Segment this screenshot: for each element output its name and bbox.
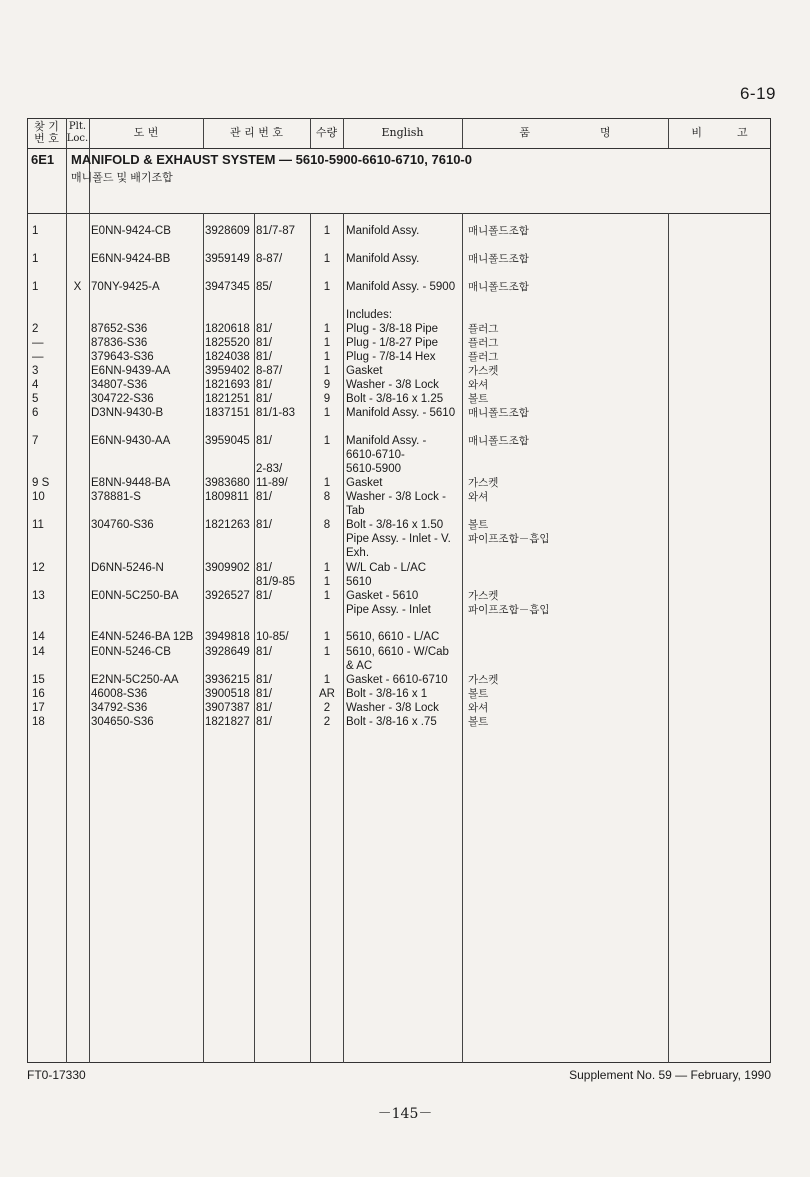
cell-loc	[66, 462, 89, 476]
cell-eng: Washer - 3/8 Lock	[346, 379, 439, 391]
cell-eng: Manifold Assy.	[346, 225, 420, 237]
cell-ref	[32, 532, 66, 546]
cell-loc	[66, 630, 89, 644]
cell-kor: 매니폴드조합	[468, 407, 529, 419]
cell-mgmt	[205, 532, 255, 546]
cell-kor: 매니폴드조합	[468, 281, 529, 293]
header-remarks: 비 고	[691, 126, 748, 139]
header-qty: 수량	[315, 126, 338, 139]
cell-ref: 17	[32, 702, 45, 714]
col-rule	[668, 213, 669, 1063]
cell-loc	[66, 561, 89, 575]
cell-eng: 5610	[346, 576, 372, 588]
cell-part: D6NN-5246-N	[91, 562, 164, 574]
cell-part: E6NN-9424-BB	[91, 253, 171, 265]
cell-ref: 11	[32, 519, 44, 531]
cell-kor	[468, 504, 578, 518]
cell-loc	[66, 504, 89, 518]
cell-eng: Gasket	[346, 365, 383, 377]
cell-date: 81/	[256, 702, 272, 714]
cell-mgmt	[205, 504, 255, 518]
cell-date: 81/	[256, 351, 272, 363]
cell-eng: Pipe Assy. - Inlet - V.	[346, 533, 451, 545]
cell-kor: 파이프조합－흡입	[468, 604, 550, 616]
cell-part	[91, 659, 203, 673]
cell-qty	[311, 546, 343, 560]
cell-kor	[468, 575, 578, 589]
cell-loc	[66, 575, 89, 589]
cell-kor: 플러그	[468, 337, 499, 349]
cell-qty: 1	[323, 365, 331, 377]
cell-qty: 1	[323, 590, 331, 602]
cell-date: 2-83/	[256, 463, 283, 475]
cell-mgmt: 1821251	[205, 393, 250, 405]
cell-mgmt	[205, 462, 255, 476]
header-part-number: 도 번	[133, 126, 159, 139]
cell-mgmt: 3959149	[205, 253, 250, 265]
cell-loc	[66, 715, 89, 729]
cell-date: 81/	[256, 379, 272, 391]
cell-part: 304760-S36	[91, 519, 154, 531]
cell-loc	[66, 518, 89, 532]
cell-date: 81/	[256, 590, 272, 602]
cell-mgmt: 1820618	[205, 323, 250, 335]
cell-loc	[66, 603, 89, 617]
cell-ref: 6	[32, 407, 39, 419]
cell-qty: 1	[323, 351, 331, 363]
cell-kor	[468, 561, 578, 575]
cell-loc	[66, 336, 89, 350]
cell-mgmt: 1809811	[205, 491, 249, 503]
cell-qty: 1	[323, 323, 331, 335]
cell-qty: 1	[323, 225, 331, 237]
cell-date	[256, 603, 310, 617]
cell-loc: X	[73, 281, 82, 293]
col-rule	[89, 118, 90, 1063]
cell-eng: Manifold Assy. - 5610	[346, 407, 456, 419]
cell-mgmt: 1821263	[205, 519, 250, 531]
cell-qty	[311, 659, 343, 673]
cell-kor	[468, 462, 578, 476]
cell-eng: Manifold Assy. - 5900	[346, 281, 456, 293]
cell-part	[91, 308, 203, 322]
cell-part: E4NN-5246-BA 12B	[91, 631, 194, 643]
cell-loc	[66, 687, 89, 701]
cell-kor: 가스켓	[468, 477, 499, 489]
cell-ref: 5	[32, 393, 39, 405]
cell-qty: 1	[323, 253, 331, 265]
cell-kor: 매니폴드조합	[468, 253, 529, 265]
cell-date: 81/9-85	[256, 576, 296, 588]
cell-kor: 와셔	[468, 379, 489, 391]
cell-mgmt: 3909902	[205, 562, 250, 574]
cell-kor: 와셔	[468, 491, 489, 503]
cell-part: 378881-S	[91, 491, 141, 503]
cell-loc	[66, 364, 89, 378]
cell-loc	[66, 701, 89, 715]
cell-ref: 2	[32, 323, 39, 335]
cell-loc	[66, 252, 89, 266]
cell-date: 81/	[256, 716, 272, 728]
cell-mgmt: 3947345	[205, 281, 250, 293]
cell-qty: 1	[323, 646, 331, 658]
cell-qty: 1	[323, 631, 331, 643]
cell-date: 8-87/	[256, 365, 283, 377]
header-korean: 품 명	[519, 126, 611, 139]
cell-eng: Bolt - 3/8-16 x 1.50	[346, 519, 444, 531]
cell-part: E2NN-5C250-AA	[91, 674, 179, 686]
cell-loc	[66, 224, 89, 238]
cell-qty	[311, 308, 343, 322]
cell-eng: Washer - 3/8 Lock -	[346, 491, 446, 503]
cell-loc	[66, 406, 89, 420]
cell-kor: 볼트	[468, 519, 489, 531]
cell-kor	[468, 645, 578, 659]
col-rule	[462, 213, 463, 1063]
cell-eng: Plug - 7/8-14 Hex	[346, 351, 436, 363]
cell-part	[91, 532, 203, 546]
cell-date: 81/7-87	[256, 225, 296, 237]
cell-eng: Tab	[346, 505, 365, 517]
cell-date: 81/	[256, 323, 272, 335]
section-title	[31, 152, 472, 167]
cell-kor	[468, 308, 578, 322]
cell-kor: 플러그	[468, 351, 499, 363]
cell-part	[91, 575, 203, 589]
cell-eng: 6610-6710-	[346, 449, 405, 461]
header-mgmt-number: 관 리 번 호	[230, 126, 283, 139]
cell-eng: Gasket	[346, 477, 383, 489]
bottom-page-number: －145－	[377, 1106, 433, 1122]
cell-part	[91, 546, 203, 560]
cell-mgmt: 1825520	[205, 337, 250, 349]
cell-eng: Plug - 1/8-27 Pipe	[346, 337, 439, 349]
cell-eng: 5610, 6610 - W/Cab	[346, 646, 449, 658]
cell-qty: 1	[323, 435, 331, 447]
cell-eng: Bolt - 3/8-16 x 1	[346, 688, 428, 700]
cell-date: 11-89/	[256, 477, 288, 489]
cell-ref	[32, 659, 66, 673]
cell-mgmt: 1821693	[205, 379, 250, 391]
cell-loc	[66, 490, 89, 504]
cell-eng: Exh.	[346, 547, 370, 559]
cell-kor: 볼트	[468, 688, 489, 700]
cell-loc	[66, 645, 89, 659]
cell-ref: 13	[32, 590, 45, 602]
cell-part	[91, 462, 203, 476]
cell-part: E0NN-9424-CB	[91, 225, 171, 237]
cell-date: 81/1-83	[256, 407, 296, 419]
cell-eng: & AC	[346, 660, 373, 672]
cell-date: 81/	[256, 688, 272, 700]
cell-part: 304722-S36	[91, 393, 154, 405]
cell-date: 81/	[256, 519, 272, 531]
cell-mgmt	[205, 308, 255, 322]
cell-qty: 1	[323, 562, 331, 574]
cell-mgmt: 1821827	[205, 716, 250, 728]
cell-ref: 7	[32, 435, 39, 447]
cell-part	[91, 448, 203, 462]
cell-mgmt: 1824038	[205, 351, 250, 363]
cell-eng: Manifold Assy. -	[346, 435, 427, 447]
cell-mgmt	[205, 659, 255, 673]
cell-part	[91, 603, 203, 617]
header-loc: Plt. Loc.	[66, 121, 89, 144]
cell-date: 85/	[256, 281, 272, 293]
cell-loc	[66, 322, 89, 336]
cell-eng: 5610, 6610 - L/AC	[346, 631, 440, 643]
cell-ref: 18	[32, 716, 45, 728]
form-number: FT0-17330	[27, 1068, 86, 1082]
page-number: 6-19	[739, 84, 776, 103]
cell-kor: 가스켓	[468, 674, 499, 686]
cell-ref: 14	[32, 631, 45, 643]
cell-qty: 1	[323, 477, 331, 489]
cell-part: E0NN-5C250-BA	[91, 590, 179, 602]
cell-part: 87652-S36	[91, 323, 148, 335]
cell-qty: 9	[323, 379, 331, 391]
section-code: 6E1	[31, 152, 55, 167]
cell-date	[256, 532, 310, 546]
cell-kor: 가스켓	[468, 590, 499, 602]
cell-loc	[66, 659, 89, 673]
cell-ref: —	[32, 337, 44, 349]
cell-eng: Bolt - 3/8-16 x 1.25	[346, 393, 444, 405]
cell-date: 81/	[256, 337, 272, 349]
cell-ref	[32, 462, 66, 476]
col-rule	[203, 213, 204, 1063]
cell-eng: Manifold Assy.	[346, 253, 420, 265]
section-divider	[27, 213, 771, 214]
cell-mgmt: 3983680	[205, 477, 250, 489]
cell-part: 70NY-9425-A	[91, 281, 160, 293]
cell-part: 379643-S36	[91, 351, 154, 363]
cell-eng: Gasket - 6610-6710	[346, 674, 448, 686]
cell-ref	[32, 603, 66, 617]
cell-eng: W/L Cab - L/AC	[346, 562, 427, 574]
cell-loc	[66, 378, 89, 392]
cell-eng: Washer - 3/8 Lock	[346, 702, 439, 714]
cell-qty: 8	[323, 519, 331, 531]
cell-kor	[468, 448, 578, 462]
cell-eng: Pipe Assy. - Inlet	[346, 604, 431, 616]
cell-mgmt: 1837151	[205, 407, 250, 419]
cell-date	[256, 659, 310, 673]
cell-part: E6NN-9439-AA	[91, 365, 171, 377]
cell-part	[91, 504, 203, 518]
cell-mgmt	[205, 448, 255, 462]
cell-mgmt	[205, 575, 255, 589]
cell-ref	[32, 575, 66, 589]
cell-date	[256, 504, 310, 518]
cell-part: 34807-S36	[91, 379, 148, 391]
cell-ref: 3	[32, 365, 39, 377]
cell-qty	[311, 532, 343, 546]
cell-loc	[66, 434, 89, 448]
cell-ref: 1	[32, 281, 39, 293]
cell-qty: AR	[319, 688, 335, 700]
cell-part: 34792-S36	[91, 702, 148, 714]
cell-eng: Gasket - 5610	[346, 590, 419, 602]
cell-ref: 1	[32, 253, 39, 265]
cell-qty	[311, 448, 343, 462]
cell-date: 81/	[256, 562, 272, 574]
cell-date	[256, 546, 310, 560]
cell-loc	[66, 448, 89, 462]
cell-date: 81/	[256, 393, 272, 405]
section-title-text: MANIFOLD & EXHAUST SYSTEM — 5610-5900-6610-6710, 7610-0	[71, 152, 472, 167]
cell-qty: 2	[323, 702, 331, 714]
cell-mgmt	[205, 546, 255, 560]
col-rule	[343, 213, 344, 1063]
cell-kor: 매니폴드조합	[468, 435, 529, 447]
cell-ref	[32, 546, 66, 560]
cell-kor	[468, 546, 578, 560]
header-english: English	[381, 126, 424, 139]
cell-ref	[32, 308, 66, 322]
cell-eng: Includes:	[346, 309, 393, 321]
cell-part: 87836-S36	[91, 337, 148, 349]
cell-mgmt: 3959402	[205, 365, 250, 377]
cell-ref	[32, 504, 66, 518]
cell-qty: 1	[323, 576, 331, 588]
cell-eng: Bolt - 3/8-16 x .75	[346, 716, 437, 728]
cell-kor: 와셔	[468, 702, 489, 714]
cell-kor: 파이프조합－흡입	[468, 533, 550, 545]
cell-ref: —	[32, 351, 44, 363]
cell-mgmt: 3936215	[205, 674, 250, 686]
header-ref: 찾 기 번 호	[34, 120, 59, 145]
cell-ref: 12	[32, 562, 45, 574]
cell-ref: 1	[32, 225, 39, 237]
cell-mgmt	[205, 603, 255, 617]
cell-ref: 16	[32, 688, 45, 700]
cell-kor	[468, 630, 578, 644]
cell-mgmt: 3926527	[205, 590, 250, 602]
cell-qty	[311, 462, 343, 476]
cell-kor: 가스켓	[468, 365, 499, 377]
cell-ref: 4	[32, 379, 39, 391]
cell-kor	[468, 659, 578, 673]
cell-qty: 9	[323, 393, 331, 405]
cell-date: 81/	[256, 674, 272, 686]
cell-loc	[66, 589, 89, 603]
cell-date: 81/	[256, 435, 272, 447]
cell-date: 10-85/	[256, 631, 289, 643]
cell-eng: Plug - 3/8-18 Pipe	[346, 323, 439, 335]
cell-mgmt: 3959045	[205, 435, 250, 447]
cell-kor: 볼트	[468, 716, 489, 728]
cell-ref: 14	[32, 646, 45, 658]
cell-part: E6NN-9430-AA	[91, 435, 171, 447]
cell-loc	[66, 546, 89, 560]
cell-qty: 1	[323, 281, 331, 293]
cell-loc	[66, 350, 89, 364]
cell-date: 81/	[256, 491, 272, 503]
cell-part: D3NN-9430-B	[91, 407, 164, 419]
cell-ref: 9 S	[32, 477, 50, 489]
cell-ref: 10	[32, 491, 45, 503]
cell-date	[256, 308, 310, 322]
cell-ref: 15	[32, 674, 45, 686]
cell-loc	[66, 308, 89, 322]
cell-qty: 2	[323, 716, 331, 728]
cell-loc	[66, 673, 89, 687]
cell-part: 46008-S36	[91, 688, 148, 700]
cell-part: E8NN-9448-BA	[91, 477, 171, 489]
cell-kor: 매니폴드조합	[468, 225, 529, 237]
cell-date: 81/	[256, 646, 272, 658]
cell-mgmt: 3949818	[205, 631, 250, 643]
cell-mgmt: 3900518	[205, 688, 250, 700]
cell-date	[256, 448, 310, 462]
cell-loc	[66, 476, 89, 490]
cell-qty	[311, 504, 343, 518]
cell-qty: 1	[323, 407, 331, 419]
cell-qty: 8	[323, 491, 331, 503]
cell-mgmt: 3928649	[205, 646, 250, 658]
cell-mgmt: 3928609	[205, 225, 250, 237]
cell-ref	[32, 448, 66, 462]
cell-kor: 볼트	[468, 393, 489, 405]
header-divider	[27, 148, 771, 149]
supplement-note: Supplement No. 59 — February, 1990	[569, 1068, 771, 1082]
cell-loc	[66, 392, 89, 406]
cell-qty: 1	[323, 337, 331, 349]
cell-eng: 5610-5900	[346, 463, 401, 475]
cell-qty: 1	[323, 674, 331, 686]
section-subtitle: 매니폴드 및 배기조합	[71, 172, 173, 184]
cell-part: E0NN-5246-CB	[91, 646, 171, 658]
cell-part: 304650-S36	[91, 716, 154, 728]
cell-mgmt: 3907387	[205, 702, 250, 714]
cell-date: 8-87/	[256, 253, 283, 265]
cell-kor: 플러그	[468, 323, 499, 335]
cell-loc	[66, 532, 89, 546]
cell-qty	[311, 603, 343, 617]
